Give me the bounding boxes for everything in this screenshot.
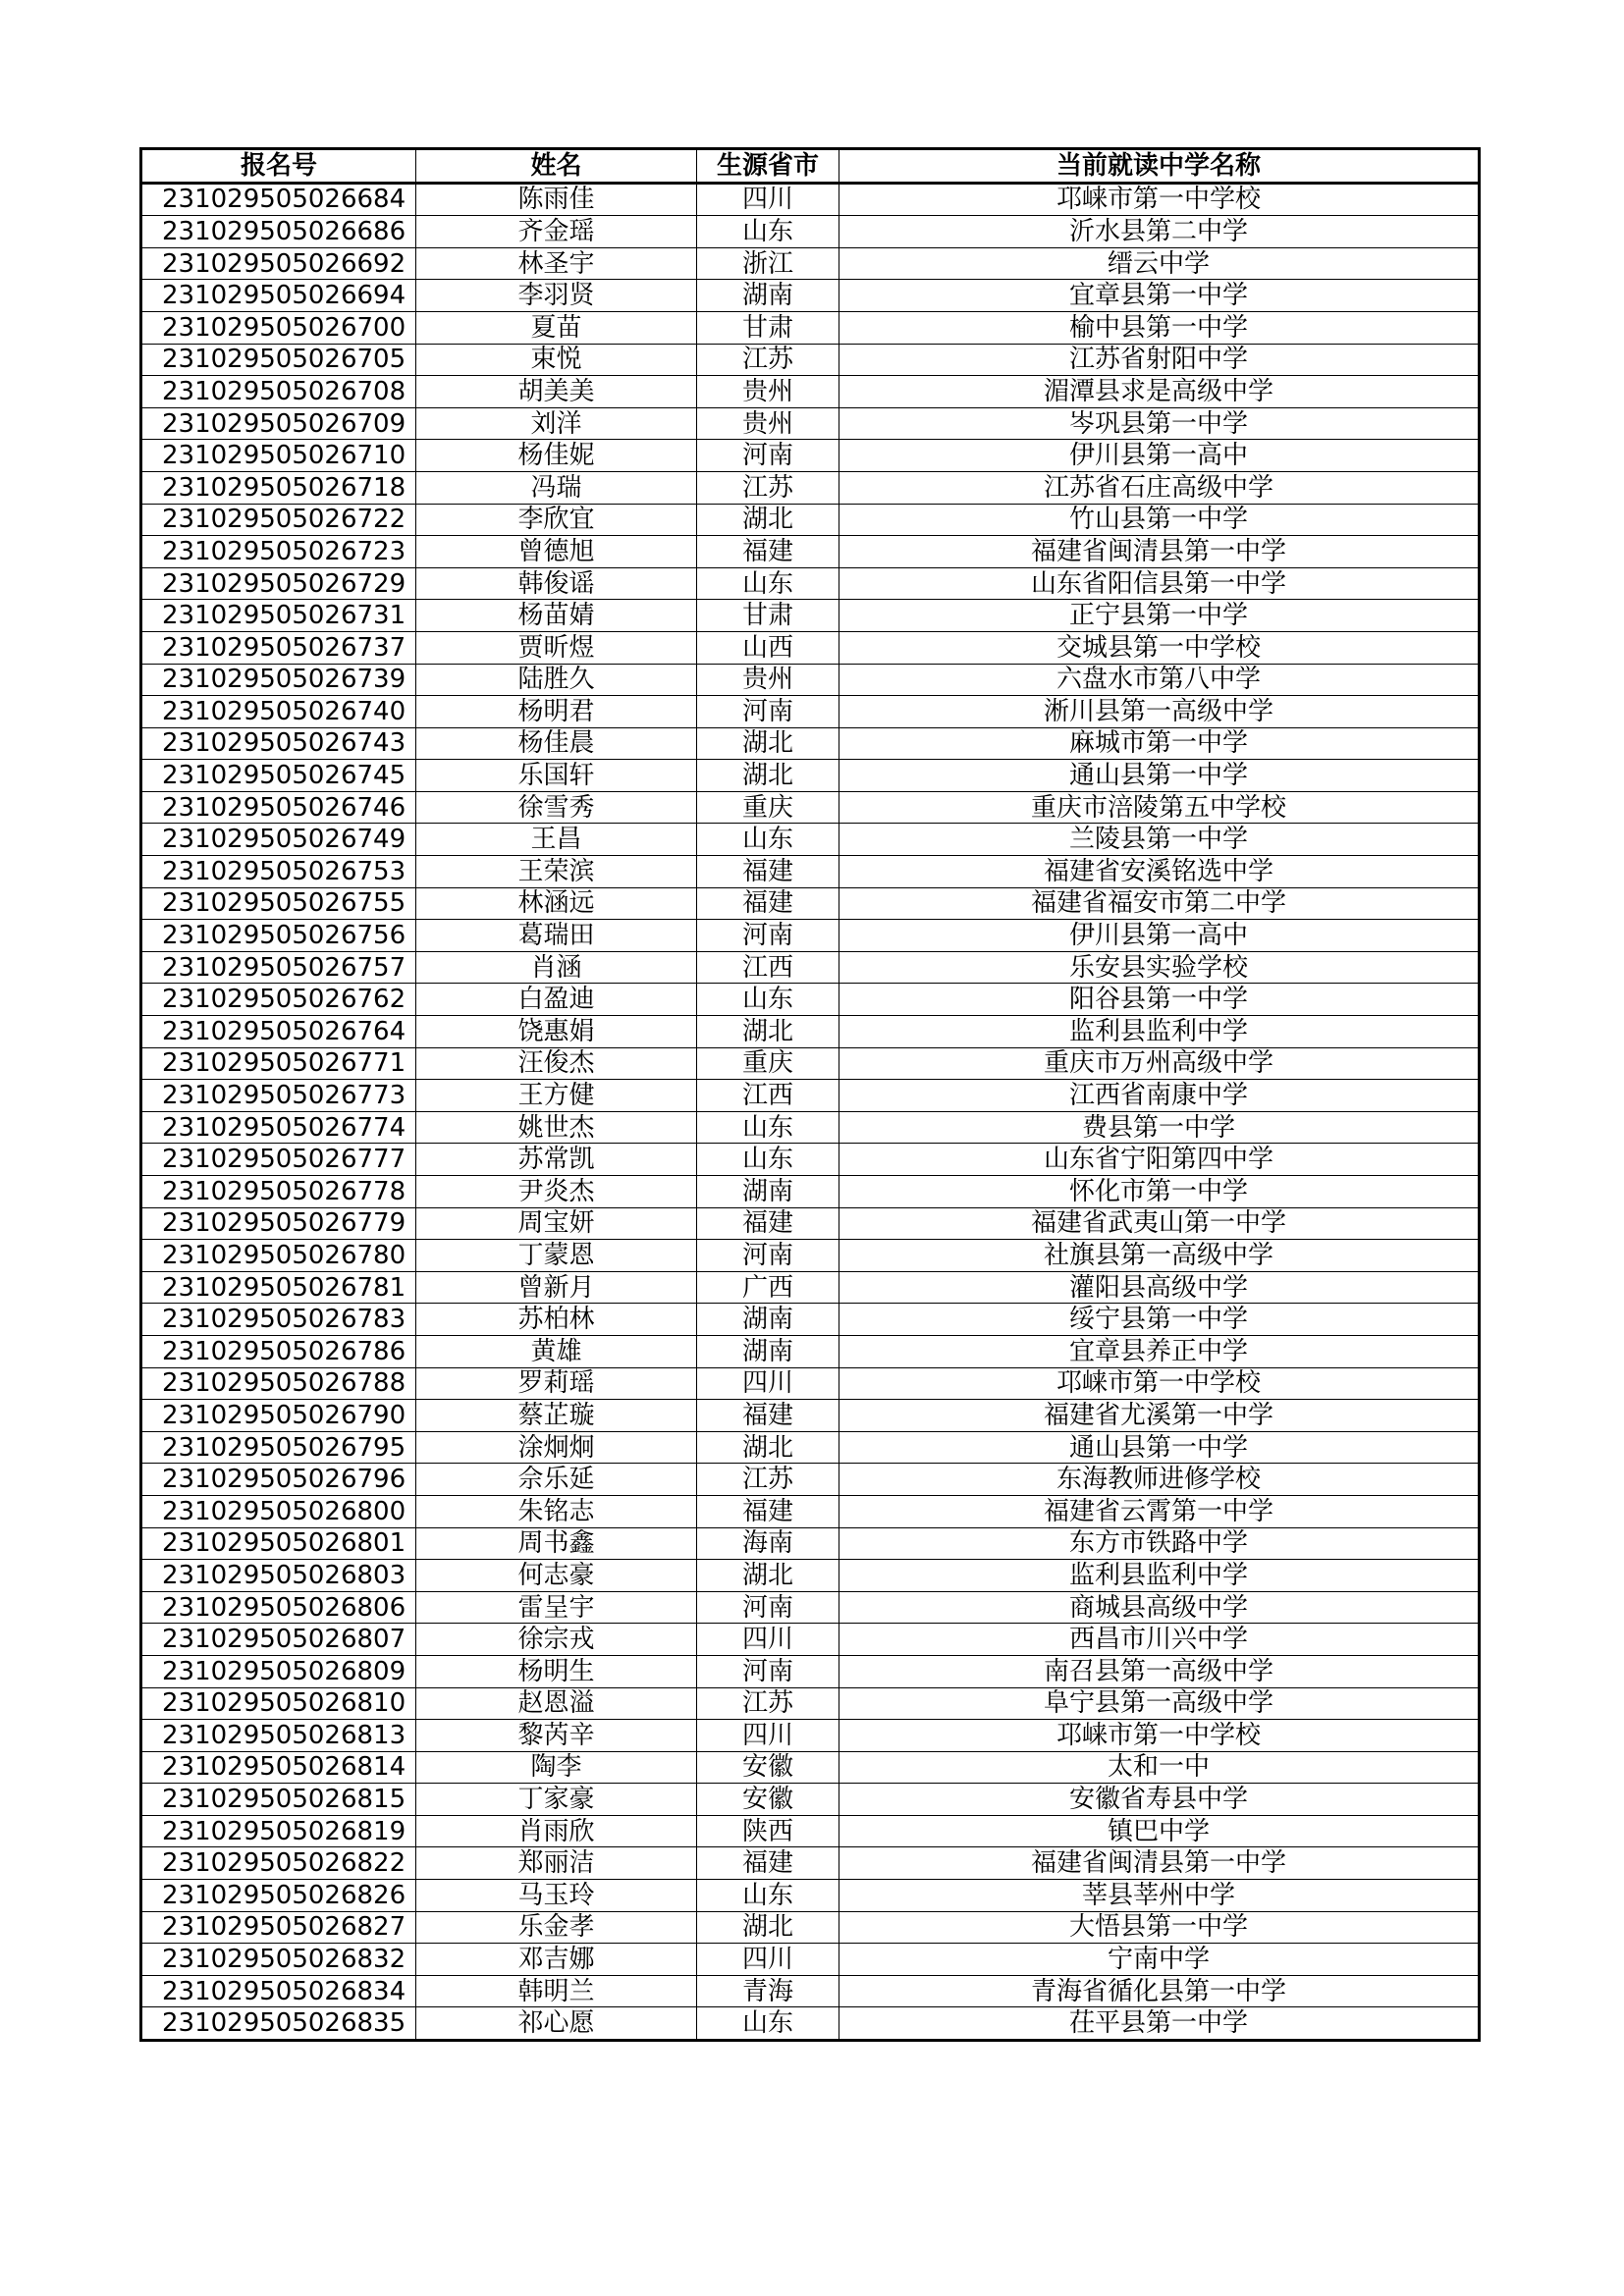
cell-school: 太和一中 [839,1751,1480,1784]
table-body [141,183,1480,2040]
cell-name: 罗莉瑶 [416,1367,697,1400]
cell-province: 山东 [697,216,839,248]
table-row [141,1207,1480,1240]
cell-registration-number: 231029505026815 [141,1784,416,1816]
cell-province: 江西 [697,1080,839,1112]
cell-registration-number: 231029505026700 [141,311,416,344]
cell-registration-number: 231029505026801 [141,1527,416,1560]
cell-registration-number: 231029505026745 [141,760,416,792]
cell-school: 伊川县第一高中 [839,920,1480,952]
cell-school: 监利县监利中学 [839,1560,1480,1592]
table-row [141,344,1480,376]
cell-school: 安徽省寿县中学 [839,1784,1480,1816]
cell-name: 郑丽洁 [416,1847,697,1880]
cell-province: 重庆 [697,1047,839,1080]
cell-school: 交城县第一中学校 [839,631,1480,664]
table-row [141,920,1480,952]
cell-school: 山东省阳信县第一中学 [839,567,1480,600]
cell-registration-number: 231029505026710 [141,440,416,472]
cell-province: 浙江 [697,247,839,280]
cell-province: 福建 [697,536,839,568]
cell-province: 四川 [697,1624,839,1656]
cell-registration-number: 231029505026826 [141,1880,416,1912]
cell-school: 西昌市川兴中学 [839,1624,1480,1656]
table-row [141,1687,1480,1720]
table-row [141,1400,1480,1432]
cell-registration-number: 231029505026722 [141,504,416,536]
table-row [141,1527,1480,1560]
cell-registration-number: 231029505026790 [141,1400,416,1432]
table-row [141,1624,1480,1656]
cell-name: 乐国轩 [416,760,697,792]
cell-province: 福建 [697,1400,839,1432]
table-row [141,1591,1480,1624]
cell-name: 夏苗 [416,311,697,344]
cell-school: 江苏省石庄高级中学 [839,471,1480,504]
cell-registration-number: 231029505026786 [141,1335,416,1367]
cell-registration-number: 231029505026694 [141,280,416,312]
cell-registration-number: 231029505026692 [141,247,416,280]
cell-school: 福建省闽清县第一中学 [839,536,1480,568]
cell-registration-number: 231029505026781 [141,1271,416,1304]
cell-registration-number: 231029505026718 [141,471,416,504]
cell-registration-number: 231029505026729 [141,567,416,600]
cell-registration-number: 231029505026779 [141,1207,416,1240]
cell-province: 湖北 [697,727,839,760]
cell-province: 河南 [697,1240,839,1272]
table-row [141,1335,1480,1367]
cell-registration-number: 231029505026834 [141,1975,416,2007]
table-row [141,407,1480,440]
cell-school: 乐安县实验学校 [839,951,1480,984]
cell-school: 茌平县第一中学 [839,2007,1480,2041]
cell-registration-number: 231029505026743 [141,727,416,760]
table-row [141,2007,1480,2041]
cell-registration-number: 231029505026739 [141,664,416,696]
cell-registration-number: 231029505026814 [141,1751,416,1784]
cell-school: 通山县第一中学 [839,760,1480,792]
cell-school: 正宁县第一中学 [839,600,1480,632]
cell-school: 麻城市第一中学 [839,727,1480,760]
cell-province: 湖南 [697,1335,839,1367]
table-row [141,1847,1480,1880]
cell-school: 重庆市万州高级中学 [839,1047,1480,1080]
table-row [141,1240,1480,1272]
cell-province: 山东 [697,1111,839,1144]
cell-name: 苏常凯 [416,1144,697,1176]
cell-province: 福建 [697,1847,839,1880]
table-row [141,1911,1480,1944]
cell-registration-number: 231029505026756 [141,920,416,952]
table-row [141,216,1480,248]
cell-name: 尹炎杰 [416,1176,697,1208]
cell-school: 缙云中学 [839,247,1480,280]
cell-school: 邛崃市第一中学校 [839,183,1480,216]
cell-registration-number: 231029505026809 [141,1655,416,1687]
cell-name: 林涵远 [416,887,697,920]
cell-registration-number: 231029505026737 [141,631,416,664]
cell-school: 阜宁县第一高级中学 [839,1687,1480,1720]
cell-school: 阳谷县第一中学 [839,984,1480,1016]
cell-province: 江苏 [697,1687,839,1720]
table-row [141,824,1480,856]
table-row [141,1144,1480,1176]
cell-school: 重庆市涪陵第五中学校 [839,791,1480,824]
cell-name: 雷呈宇 [416,1591,697,1624]
cell-province: 陕西 [697,1815,839,1847]
cell-school: 福建省福安市第二中学 [839,887,1480,920]
cell-province: 四川 [697,1944,839,1976]
table-row [141,791,1480,824]
table-row [141,1047,1480,1080]
table-row [141,1016,1480,1048]
cell-name: 陆胜久 [416,664,697,696]
cell-school: 福建省闽清县第一中学 [839,1847,1480,1880]
table-row [141,887,1480,920]
cell-school: 福建省云霄第一中学 [839,1495,1480,1527]
table-row [141,1367,1480,1400]
cell-registration-number: 231029505026753 [141,856,416,888]
cell-province: 甘肃 [697,311,839,344]
cell-province: 河南 [697,1591,839,1624]
cell-name: 陈雨佳 [416,183,697,216]
cell-province: 重庆 [697,791,839,824]
cell-name: 杨明君 [416,696,697,728]
cell-name: 杨佳晨 [416,727,697,760]
cell-province: 河南 [697,920,839,952]
cell-name: 马玉玲 [416,1880,697,1912]
table-row [141,1304,1480,1336]
table-row [141,471,1480,504]
cell-province: 江苏 [697,344,839,376]
cell-registration-number: 231029505026774 [141,1111,416,1144]
cell-province: 山东 [697,984,839,1016]
cell-province: 甘肃 [697,600,839,632]
table-row [141,696,1480,728]
table-row [141,1080,1480,1112]
cell-name: 杨佳妮 [416,440,697,472]
cell-registration-number: 231029505026827 [141,1911,416,1944]
header-registration-number: 报名号 [141,149,416,184]
table-row [141,440,1480,472]
cell-province: 河南 [697,440,839,472]
cell-province: 江西 [697,951,839,984]
header-name: 姓名 [416,149,697,184]
table-row [141,856,1480,888]
cell-name: 杨明生 [416,1655,697,1687]
table-row [141,760,1480,792]
cell-registration-number: 231029505026762 [141,984,416,1016]
cell-province: 湖南 [697,1304,839,1336]
cell-registration-number: 231029505026810 [141,1687,416,1720]
table-row [141,1655,1480,1687]
cell-school: 宜章县第一中学 [839,280,1480,312]
table-row [141,1944,1480,1976]
cell-province: 福建 [697,856,839,888]
cell-registration-number: 231029505026822 [141,1847,416,1880]
cell-province: 江苏 [697,471,839,504]
table-row [141,280,1480,312]
cell-name: 陶李 [416,1751,697,1784]
cell-school: 六盘水市第八中学 [839,664,1480,696]
cell-registration-number: 231029505026783 [141,1304,416,1336]
cell-registration-number: 231029505026686 [141,216,416,248]
cell-province: 广西 [697,1271,839,1304]
cell-school: 江西省南康中学 [839,1080,1480,1112]
table-row [141,247,1480,280]
cell-name: 葛瑞田 [416,920,697,952]
cell-school: 福建省安溪铭选中学 [839,856,1480,888]
cell-name: 束悦 [416,344,697,376]
cell-school: 大悟县第一中学 [839,1911,1480,1944]
cell-school: 灌阳县高级中学 [839,1271,1480,1304]
cell-name: 姚世杰 [416,1111,697,1144]
cell-registration-number: 231029505026723 [141,536,416,568]
cell-province: 四川 [697,183,839,216]
cell-province: 山东 [697,1144,839,1176]
cell-school: 福建省武夷山第一中学 [839,1207,1480,1240]
cell-name: 杨苗婧 [416,600,697,632]
cell-province: 山东 [697,2007,839,2041]
table-row [141,376,1480,408]
cell-registration-number: 231029505026746 [141,791,416,824]
table-row [141,951,1480,984]
cell-registration-number: 231029505026806 [141,1591,416,1624]
cell-province: 河南 [697,696,839,728]
cell-name: 祁心愿 [416,2007,697,2041]
cell-school: 岑巩县第一中学 [839,407,1480,440]
cell-province: 福建 [697,887,839,920]
cell-name: 苏柏林 [416,1304,697,1336]
table-row [141,1751,1480,1784]
cell-name: 曾新月 [416,1271,697,1304]
cell-registration-number: 231029505026755 [141,887,416,920]
cell-school: 榆中县第一中学 [839,311,1480,344]
cell-registration-number: 231029505026709 [141,407,416,440]
cell-name: 肖涵 [416,951,697,984]
cell-province: 湖北 [697,760,839,792]
cell-registration-number: 231029505026777 [141,1144,416,1176]
cell-name: 朱铭志 [416,1495,697,1527]
cell-name: 刘洋 [416,407,697,440]
cell-province: 山东 [697,824,839,856]
cell-province: 湖北 [697,504,839,536]
cell-name: 贾昕煜 [416,631,697,664]
cell-school: 东方市铁路中学 [839,1527,1480,1560]
table-row [141,1111,1480,1144]
cell-registration-number: 231029505026780 [141,1240,416,1272]
cell-registration-number: 231029505026788 [141,1367,416,1400]
cell-name: 丁蒙恩 [416,1240,697,1272]
cell-name: 蔡芷璇 [416,1400,697,1432]
cell-name: 冯瑞 [416,471,697,504]
cell-school: 青海省循化县第一中学 [839,1975,1480,2007]
cell-registration-number: 231029505026813 [141,1720,416,1752]
cell-name: 饶惠娟 [416,1016,697,1048]
cell-province: 江苏 [697,1464,839,1496]
header-school: 当前就读中学名称 [839,149,1480,184]
cell-school: 宁南中学 [839,1944,1480,1976]
cell-school: 宜章县养正中学 [839,1335,1480,1367]
table-header [141,149,1480,184]
cell-province: 河南 [697,1655,839,1687]
table-row [141,567,1480,600]
cell-province: 海南 [697,1527,839,1560]
table-row [141,311,1480,344]
cell-name: 白盈迪 [416,984,697,1016]
cell-school: 怀化市第一中学 [839,1176,1480,1208]
cell-registration-number: 231029505026740 [141,696,416,728]
student-list-table [139,147,1481,2042]
cell-registration-number: 231029505026771 [141,1047,416,1080]
cell-registration-number: 231029505026835 [141,2007,416,2041]
cell-registration-number: 231029505026731 [141,600,416,632]
cell-name: 何志豪 [416,1560,697,1592]
table-row [141,1431,1480,1464]
cell-province: 山西 [697,631,839,664]
cell-school: 竹山县第一中学 [839,504,1480,536]
cell-name: 黄雄 [416,1335,697,1367]
cell-school: 社旗县第一高级中学 [839,1240,1480,1272]
cell-registration-number: 231029505026795 [141,1431,416,1464]
cell-name: 林圣宇 [416,247,697,280]
cell-name: 胡美美 [416,376,697,408]
cell-school: 邛崃市第一中学校 [839,1720,1480,1752]
cell-name: 齐金瑶 [416,216,697,248]
cell-name: 乐金孝 [416,1911,697,1944]
cell-name: 黎芮辛 [416,1720,697,1752]
cell-registration-number: 231029505026749 [141,824,416,856]
cell-registration-number: 231029505026803 [141,1560,416,1592]
cell-name: 王荣滨 [416,856,697,888]
cell-province: 青海 [697,1975,839,2007]
cell-school: 监利县监利中学 [839,1016,1480,1048]
cell-province: 四川 [697,1367,839,1400]
cell-school: 东海教师进修学校 [839,1464,1480,1496]
table-row [141,664,1480,696]
table-row [141,600,1480,632]
cell-school: 南召县第一高级中学 [839,1655,1480,1687]
cell-school: 伊川县第一高中 [839,440,1480,472]
cell-name: 韩俊谣 [416,567,697,600]
cell-school: 商城县高级中学 [839,1591,1480,1624]
cell-province: 安徽 [697,1784,839,1816]
cell-province: 贵州 [697,376,839,408]
cell-school: 江苏省射阳中学 [839,344,1480,376]
cell-name: 汪俊杰 [416,1047,697,1080]
cell-province: 湖北 [697,1431,839,1464]
cell-province: 贵州 [697,407,839,440]
table-row [141,1720,1480,1752]
cell-registration-number: 231029505026832 [141,1944,416,1976]
cell-school: 莘县莘州中学 [839,1880,1480,1912]
cell-province: 福建 [697,1207,839,1240]
cell-name: 李欣宜 [416,504,697,536]
cell-school: 福建省尤溪第一中学 [839,1400,1480,1432]
cell-school: 绥宁县第一中学 [839,1304,1480,1336]
cell-registration-number: 231029505026705 [141,344,416,376]
cell-school: 邛崃市第一中学校 [839,1367,1480,1400]
cell-registration-number: 231029505026757 [141,951,416,984]
cell-school: 镇巴中学 [839,1815,1480,1847]
table-row [141,183,1480,216]
cell-school: 山东省宁阳第四中学 [839,1144,1480,1176]
table-row [141,631,1480,664]
cell-school: 费县第一中学 [839,1111,1480,1144]
cell-name: 韩明兰 [416,1975,697,2007]
cell-name: 赵恩溢 [416,1687,697,1720]
cell-registration-number: 231029505026807 [141,1624,416,1656]
cell-name: 徐宗戎 [416,1624,697,1656]
cell-name: 徐雪秀 [416,791,697,824]
cell-name: 肖雨欣 [416,1815,697,1847]
table-row [141,1176,1480,1208]
cell-province: 湖南 [697,280,839,312]
table-row [141,984,1480,1016]
cell-name: 李羽贤 [416,280,697,312]
cell-name: 邓吉娜 [416,1944,697,1976]
cell-province: 湖南 [697,1176,839,1208]
table-row [141,1880,1480,1912]
cell-name: 王方健 [416,1080,697,1112]
cell-name: 周宝妍 [416,1207,697,1240]
cell-name: 涂炯炯 [416,1431,697,1464]
cell-province: 福建 [697,1495,839,1527]
cell-registration-number: 231029505026708 [141,376,416,408]
cell-school: 兰陵县第一中学 [839,824,1480,856]
cell-registration-number: 231029505026773 [141,1080,416,1112]
table-row [141,727,1480,760]
table-row [141,504,1480,536]
cell-name: 曾德旭 [416,536,697,568]
header-province: 生源省市 [697,149,839,184]
cell-province: 山东 [697,567,839,600]
cell-school: 通山县第一中学 [839,1431,1480,1464]
cell-name: 周书鑫 [416,1527,697,1560]
cell-school: 淅川县第一高级中学 [839,696,1480,728]
cell-school: 湄潭县求是高级中学 [839,376,1480,408]
cell-province: 湖北 [697,1560,839,1592]
cell-province: 贵州 [697,664,839,696]
header-row [141,149,1480,184]
cell-name: 丁家豪 [416,1784,697,1816]
table-row [141,1271,1480,1304]
cell-name: 佘乐延 [416,1464,697,1496]
cell-province: 四川 [697,1720,839,1752]
table-row [141,536,1480,568]
cell-registration-number: 231029505026684 [141,183,416,216]
cell-province: 安徽 [697,1751,839,1784]
cell-registration-number: 231029505026800 [141,1495,416,1527]
cell-name: 王昌 [416,824,697,856]
table-row [141,1975,1480,2007]
cell-province: 山东 [697,1880,839,1912]
table-row [141,1464,1480,1496]
cell-province: 湖北 [697,1016,839,1048]
cell-registration-number: 231029505026764 [141,1016,416,1048]
table-row [141,1560,1480,1592]
cell-registration-number: 231029505026796 [141,1464,416,1496]
cell-registration-number: 231029505026819 [141,1815,416,1847]
cell-school: 沂水县第二中学 [839,216,1480,248]
table-row [141,1784,1480,1816]
cell-registration-number: 231029505026778 [141,1176,416,1208]
table-row [141,1815,1480,1847]
table-row [141,1495,1480,1527]
cell-province: 湖北 [697,1911,839,1944]
